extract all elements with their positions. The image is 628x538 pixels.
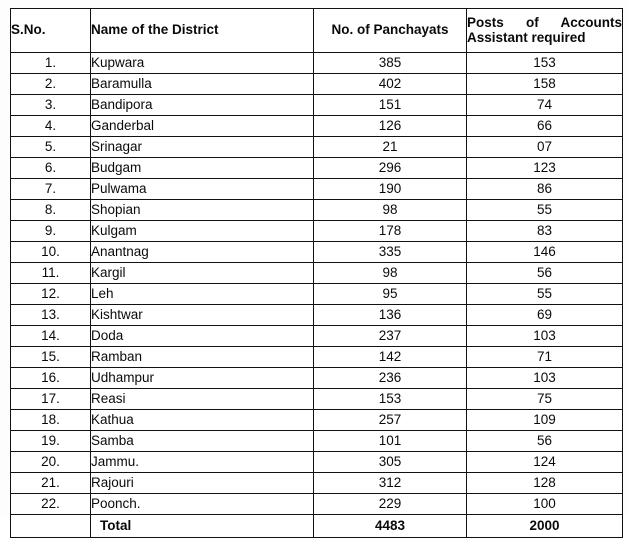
cell-district: Pulwama <box>91 179 314 200</box>
cell-sno: 2. <box>11 74 91 95</box>
cell-sno: 19. <box>11 431 91 452</box>
header-row <box>11 9 623 53</box>
column-header-posts <box>467 9 623 53</box>
cell-district: Doda <box>91 326 314 347</box>
cell-district: Udhampur <box>91 368 314 389</box>
cell-district: Poonch. <box>91 494 314 515</box>
district-table-container <box>10 8 622 538</box>
cell-posts: 158 <box>467 74 623 95</box>
table-row <box>11 158 623 179</box>
cell-posts: 103 <box>467 326 623 347</box>
cell-posts: 75 <box>467 389 623 410</box>
column-header-panchayats: No. of Panchayats <box>314 9 467 53</box>
table-row <box>11 494 623 515</box>
cell-panchayats: 142 <box>314 347 467 368</box>
cell-sno: 17. <box>11 389 91 410</box>
table-row <box>11 221 623 242</box>
cell-district: Anantnag <box>91 242 314 263</box>
cell-panchayats: 98 <box>314 200 467 221</box>
table-row <box>11 347 623 368</box>
cell-panchayats: 385 <box>314 53 467 74</box>
table-row <box>11 368 623 389</box>
cell-sno: 12. <box>11 284 91 305</box>
cell-posts: 66 <box>467 116 623 137</box>
cell-panchayats: 21 <box>314 137 467 158</box>
cell-posts: 124 <box>467 452 623 473</box>
table-row <box>11 305 623 326</box>
cell-sno: 18. <box>11 410 91 431</box>
cell-sno: 13. <box>11 305 91 326</box>
district-panchayat-posts-table <box>10 8 623 538</box>
cell-sno: 4. <box>11 116 91 137</box>
column-header-posts-line1: Posts of Accounts <box>467 15 622 31</box>
cell-panchayats: 151 <box>314 95 467 116</box>
cell-sno: 1. <box>11 53 91 74</box>
cell-district: Kulgam <box>91 221 314 242</box>
cell-posts: 153 <box>467 53 623 74</box>
cell-panchayats: 305 <box>314 452 467 473</box>
table-row <box>11 326 623 347</box>
cell-panchayats: 190 <box>314 179 467 200</box>
cell-panchayats: 237 <box>314 326 467 347</box>
cell-sno: 9. <box>11 221 91 242</box>
cell-district: Shopian <box>91 200 314 221</box>
total-cell-panchayats: 4483 <box>314 515 467 538</box>
table-row <box>11 137 623 158</box>
cell-posts: 109 <box>467 410 623 431</box>
cell-posts: 146 <box>467 242 623 263</box>
cell-district: Srinagar <box>91 137 314 158</box>
cell-posts: 123 <box>467 158 623 179</box>
cell-posts: 55 <box>467 284 623 305</box>
cell-sno: 10. <box>11 242 91 263</box>
cell-district: Kargil <box>91 263 314 284</box>
cell-posts: 55 <box>467 200 623 221</box>
column-header-district: Name of the District <box>91 9 314 53</box>
cell-sno: 3. <box>11 95 91 116</box>
cell-panchayats: 136 <box>314 305 467 326</box>
cell-sno: 11. <box>11 263 91 284</box>
cell-posts: 100 <box>467 494 623 515</box>
cell-posts: 56 <box>467 263 623 284</box>
cell-posts: 86 <box>467 179 623 200</box>
cell-district: Budgam <box>91 158 314 179</box>
cell-sno: 14. <box>11 326 91 347</box>
cell-posts: 69 <box>467 305 623 326</box>
cell-district: Ramban <box>91 347 314 368</box>
cell-sno: 15. <box>11 347 91 368</box>
cell-sno: 20. <box>11 452 91 473</box>
cell-sno: 7. <box>11 179 91 200</box>
cell-posts: 83 <box>467 221 623 242</box>
cell-posts: 103 <box>467 368 623 389</box>
table-row <box>11 473 623 494</box>
cell-panchayats: 98 <box>314 263 467 284</box>
cell-posts: 07 <box>467 137 623 158</box>
table-row <box>11 242 623 263</box>
cell-panchayats: 296 <box>314 158 467 179</box>
cell-sno: 21. <box>11 473 91 494</box>
table-row <box>11 200 623 221</box>
cell-panchayats: 95 <box>314 284 467 305</box>
table-row <box>11 452 623 473</box>
column-header-sno: S.No. <box>11 9 91 53</box>
cell-district: Kathua <box>91 410 314 431</box>
table-row <box>11 74 623 95</box>
cell-district: Leh <box>91 284 314 305</box>
cell-posts: 74 <box>467 95 623 116</box>
table-row <box>11 95 623 116</box>
column-header-posts-line2: Assistant required <box>467 29 586 45</box>
table-body <box>11 53 623 538</box>
table-row <box>11 53 623 74</box>
cell-panchayats: 153 <box>314 389 467 410</box>
cell-district: Baramulla <box>91 74 314 95</box>
cell-panchayats: 402 <box>314 74 467 95</box>
table-row <box>11 179 623 200</box>
cell-panchayats: 257 <box>314 410 467 431</box>
table-row <box>11 284 623 305</box>
cell-district: Rajouri <box>91 473 314 494</box>
cell-district: Ganderbal <box>91 116 314 137</box>
cell-district: Kishtwar <box>91 305 314 326</box>
cell-sno: 22. <box>11 494 91 515</box>
cell-sno: 6. <box>11 158 91 179</box>
table-row <box>11 116 623 137</box>
table-total-row <box>11 515 623 538</box>
cell-district: Samba <box>91 431 314 452</box>
cell-posts: 71 <box>467 347 623 368</box>
cell-panchayats: 335 <box>314 242 467 263</box>
table-header <box>11 9 623 53</box>
cell-posts: 56 <box>467 431 623 452</box>
table-row <box>11 263 623 284</box>
total-label: Total <box>91 515 314 538</box>
table-row <box>11 389 623 410</box>
cell-sno: 16. <box>11 368 91 389</box>
cell-district: Kupwara <box>91 53 314 74</box>
cell-posts: 128 <box>467 473 623 494</box>
cell-district: Bandipora <box>91 95 314 116</box>
cell-panchayats: 236 <box>314 368 467 389</box>
cell-district: Reasi <box>91 389 314 410</box>
cell-district: Jammu. <box>91 452 314 473</box>
total-cell-sno <box>11 515 91 538</box>
cell-panchayats: 126 <box>314 116 467 137</box>
cell-panchayats: 229 <box>314 494 467 515</box>
cell-sno: 8. <box>11 200 91 221</box>
cell-panchayats: 101 <box>314 431 467 452</box>
table-row <box>11 410 623 431</box>
cell-sno: 5. <box>11 137 91 158</box>
total-cell-posts: 2000 <box>467 515 623 538</box>
cell-panchayats: 178 <box>314 221 467 242</box>
cell-panchayats: 312 <box>314 473 467 494</box>
table-row <box>11 431 623 452</box>
